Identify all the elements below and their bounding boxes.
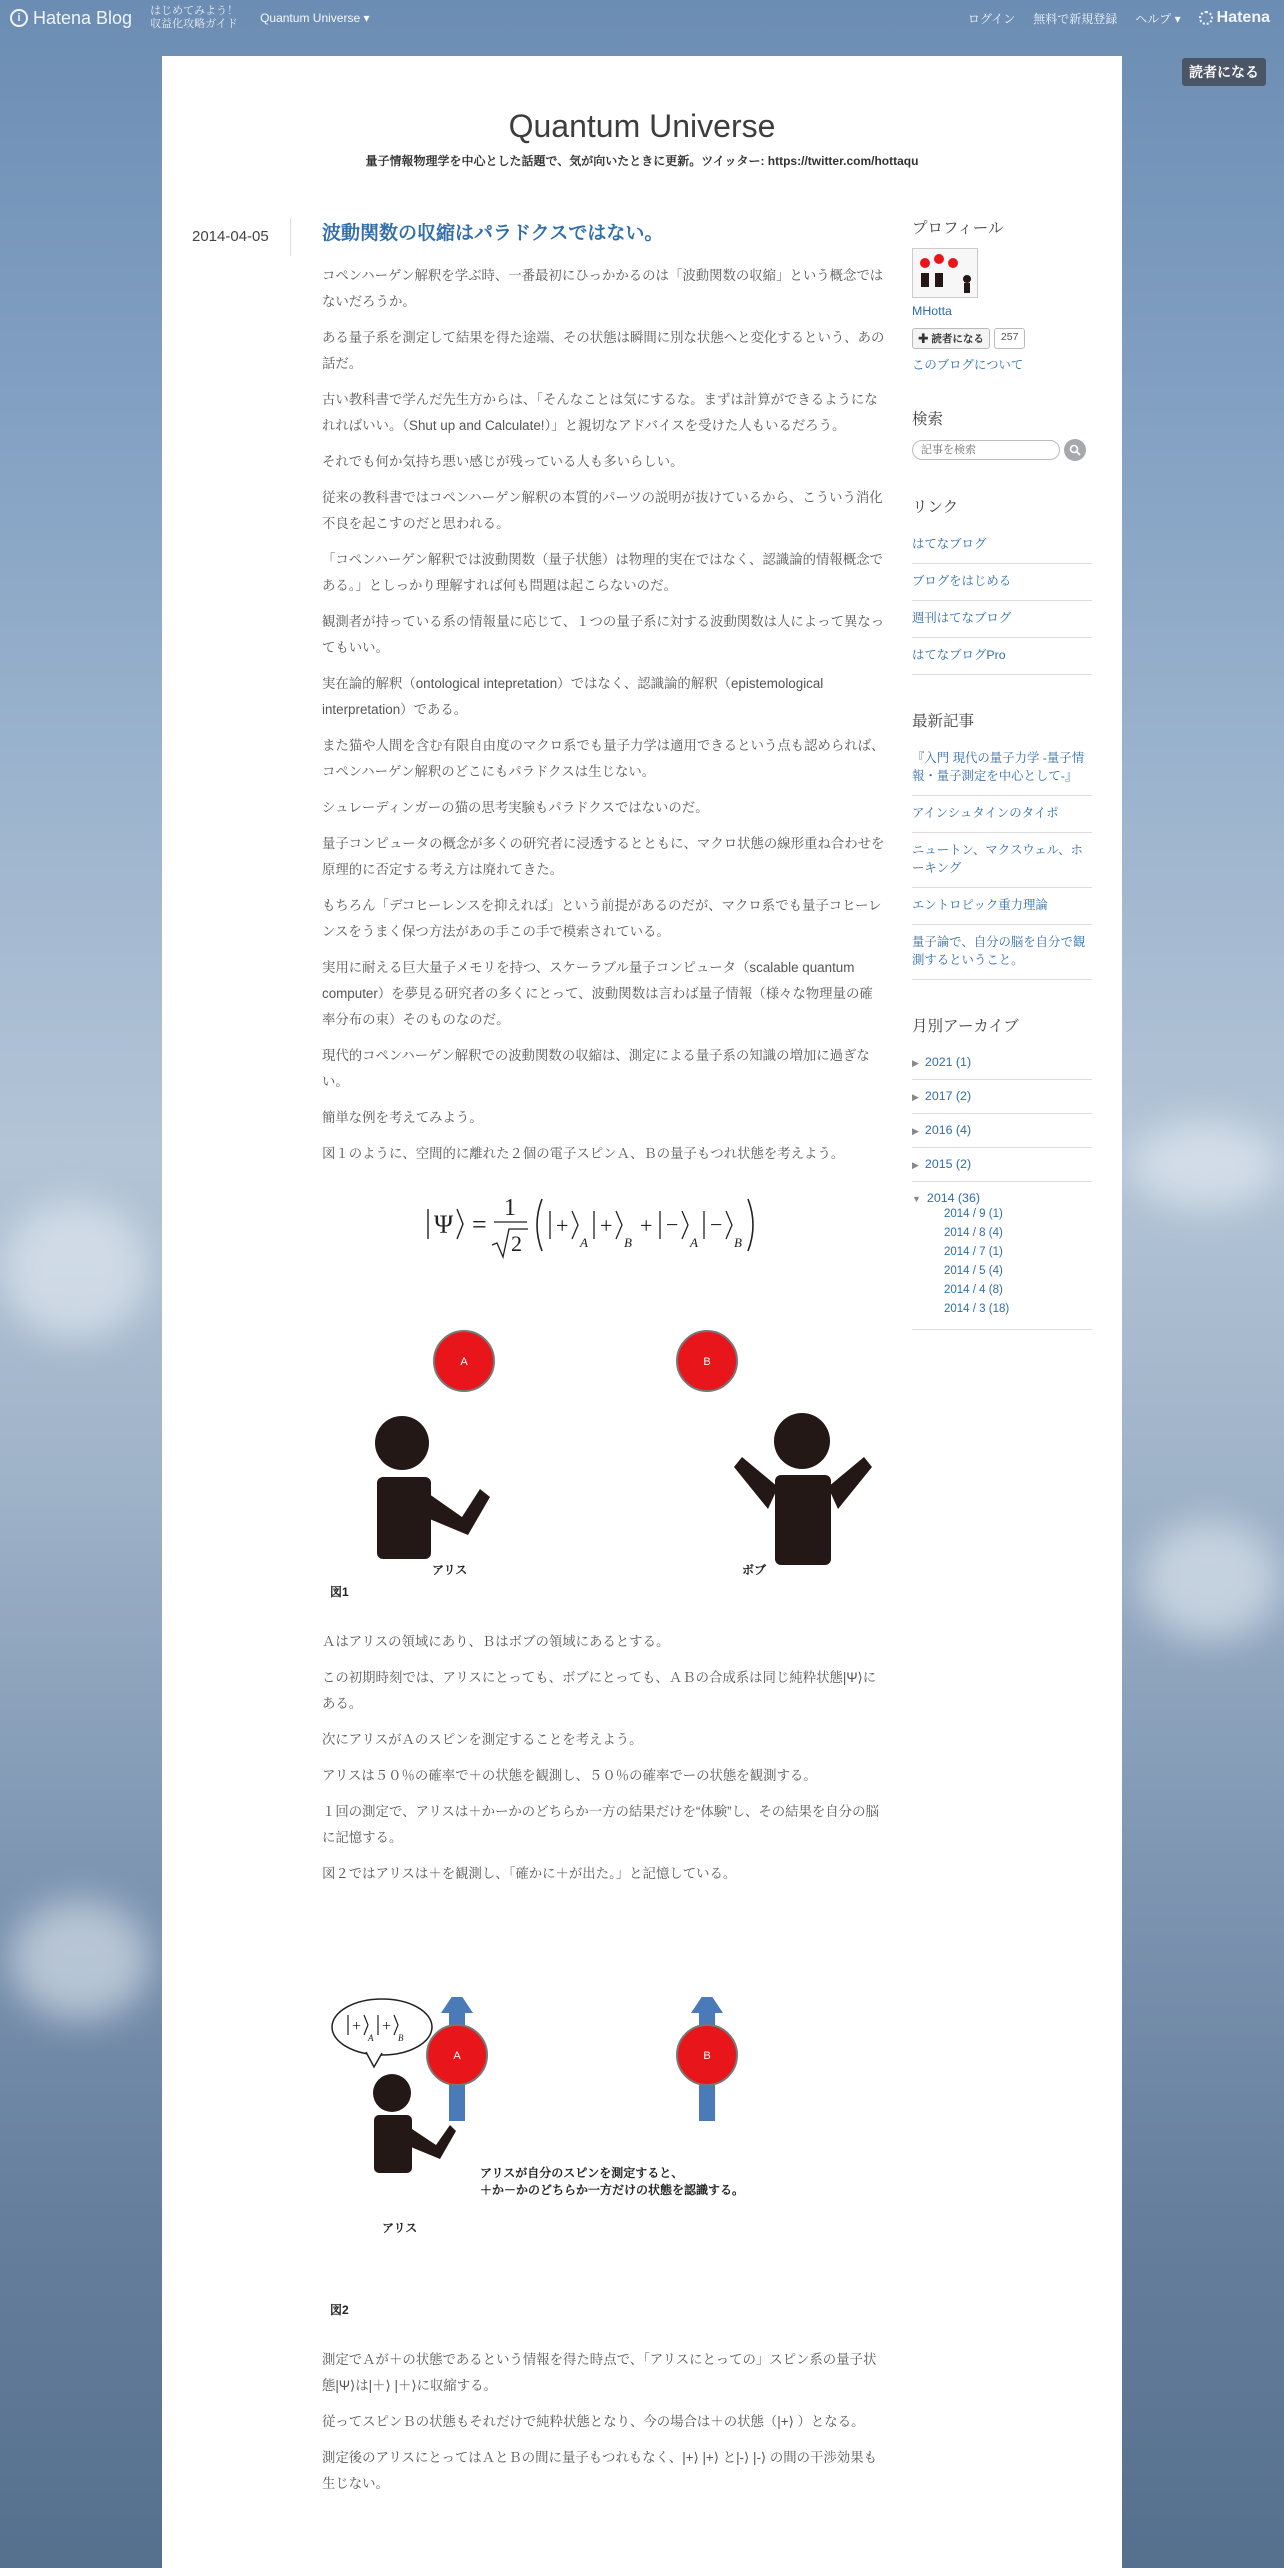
links-module: [912, 495, 1092, 675]
entry-paragraph: もちろん「デコヒーレンスを抑えれば」という前提があるのだが、マクロ系でも量子コヒーレンスをうまく保つ方法があの手この手で模索されている。: [322, 898, 882, 939]
recent-heading: 最新記事: [912, 713, 975, 730]
recent-entries-module: [912, 709, 1092, 980]
blog-description: 量子情報物理学を中心とした話題で、気が向いたときに更新。ツイッター: https://twitter.com/hottaqu: [365, 154, 919, 168]
archive-year-label: 2021 (1): [924, 1055, 972, 1069]
guide-line2: 収益化攻略ガイド: [150, 18, 238, 30]
background-cloud: [1130, 1120, 1280, 1210]
paragraph-group: [322, 2347, 886, 2497]
profile-module: [912, 216, 1092, 373]
expand-triangle-icon[interactable]: ▶: [912, 1092, 919, 1102]
figure-2: [322, 1897, 886, 2337]
bob-figure: [734, 1413, 872, 1565]
formula-minus-b: −: [710, 1212, 723, 1237]
archive-list: [912, 1046, 1092, 1330]
signup-link[interactable]: 無料で新規登録: [1033, 11, 1118, 26]
formula-equals: =: [472, 1210, 487, 1239]
entry-paragraph: 古い教科書で学んだ先生方からは、「そんなことは気にするな。まずは計算ができるようになれればいい。（Shut up and Calculate!）」と親切なアドバイスを受けた人もいるだろう。: [322, 392, 878, 433]
archive-year-label: 2016 (4): [924, 1123, 972, 1137]
expand-triangle-icon[interactable]: ▶: [912, 1160, 919, 1170]
fig1-alice-label: アリス: [432, 1563, 468, 1577]
entry-paragraph: 現代的コペンハーゲン解釈での波動関数の収縮は、測定による量子系の知識の増加に過ぎない。: [322, 1048, 870, 1089]
entry-paragraph: Ａはアリスの領域にあり、Ｂはボブの領域にあるとする。: [322, 1634, 670, 1649]
fig2-note-line2: ＋か－かのどちらか一方だけの状態を認識する。: [480, 2183, 745, 2197]
archive-year-item[interactable]: [912, 1148, 1092, 1182]
formula-plus-b: +: [600, 1213, 613, 1238]
archive-month-link[interactable]: 2014 / 5 (4): [944, 1265, 1003, 1277]
archive-year-label: 2017 (2): [924, 1089, 972, 1103]
fig1-bob-label: ボブ: [742, 1563, 767, 1577]
recent-entries-list: [912, 741, 1092, 980]
entry-title[interactable]: 波動関数の収縮はパラドクスではない。: [322, 223, 664, 244]
alice-figure: [375, 1416, 490, 1559]
entry-paragraph: この初期時刻では、アリスにとっても、ボブにとっても、ＡＢの合成系は同じ純粋状態|Ψ⟩にある。: [322, 1670, 877, 1711]
sidebar-link-item[interactable]: 週刊はてなブログ: [912, 601, 1092, 638]
formula-psi: Ψ: [434, 1210, 454, 1239]
archive-month-link[interactable]: 2014 / 8 (4): [944, 1227, 1003, 1239]
recent-entry-link[interactable]: 『入門 現代の量子力学 -量子情報・量子測定を中心として-』: [912, 741, 1092, 796]
blog-container: [162, 56, 1122, 2568]
search-heading: 検索: [912, 411, 944, 428]
spin-b-ball: [677, 1331, 737, 1391]
monetization-guide-link[interactable]: [150, 5, 238, 31]
entry-date[interactable]: 2014-04-05: [192, 228, 269, 245]
formula-plus-a: +: [556, 1213, 569, 1238]
archive-heading: 月別アーカイブ: [912, 1018, 1019, 1035]
hatena-sun-icon: [1199, 11, 1213, 25]
figure-2-caption: 図2: [330, 2303, 349, 2317]
subscriber-count: 257: [994, 328, 1026, 349]
formula-sqrt-two: 2: [511, 1231, 522, 1256]
hatena-logo[interactable]: [1199, 9, 1270, 27]
subscribe-button[interactable]: 読者になる: [1182, 58, 1266, 86]
alice-figure-small: [373, 2074, 456, 2173]
guide-line1: はじめてみよう！: [150, 5, 239, 17]
profile-heading: プロフィール: [912, 220, 1004, 237]
entry-paragraph: アリスは５０％の確率で＋の状態を観測し、５０％の確率でーの状態を観測する。: [322, 1768, 817, 1783]
recent-entry-link[interactable]: エントロピック重力理論: [912, 888, 1092, 925]
profile-avatar[interactable]: [912, 248, 978, 298]
entry-paragraph: 図１のように、空間的に離れた２個の電子スピンＡ、Ｂの量子もつれ状態を考えよう。: [322, 1146, 845, 1161]
spin-a-label: A: [460, 1356, 468, 1368]
archive-month-link[interactable]: 2014 / 4 (8): [944, 1284, 1003, 1296]
formula-minus-a: −: [666, 1212, 679, 1237]
search-icon: [1069, 444, 1081, 456]
formula-sub-b1: B: [624, 1235, 632, 1250]
entry-paragraph: 測定後のアリスにとってはＡとＢの間に量子もつれもなく、|+⟩ |+⟩ と|-⟩ |-⟩ の間の干渉効果も生じない。: [322, 2450, 877, 2491]
archive-year-label: 2015 (2): [924, 1157, 972, 1171]
hatena-blog-logo[interactable]: [10, 8, 132, 29]
links-list: [912, 527, 1092, 675]
background-cloud: [0, 1200, 150, 1340]
profile-name-link[interactable]: MHotta: [912, 304, 952, 318]
sidebar-link-item[interactable]: はてなブログ: [912, 527, 1092, 564]
archive-year-label: 2014 (36): [926, 1191, 980, 1205]
entry-paragraph: ある量子系を測定して結果を得た途端、その状態は瞬間に別な状態へと変化するという、あの話だ。: [322, 330, 885, 371]
entry-content: [322, 216, 886, 2507]
background-cloud: [10, 1900, 150, 2020]
formula-sub-b2: B: [734, 1235, 742, 1250]
bubble-plus-b: +: [382, 2018, 392, 2035]
entry-paragraph: また猫や人間を含む有限自由度のマクロ系でも量子力学は適用できるという点も認められば、コペンハーゲン解釈のどこにもパラドクスは生じない。: [322, 738, 885, 779]
links-heading: リンク: [912, 499, 959, 516]
figure-1-caption: 図1: [330, 1585, 349, 1599]
login-link[interactable]: ログイン: [967, 11, 1016, 26]
figure-1: [322, 1279, 886, 1619]
formula-plus-operator: +: [640, 1213, 653, 1238]
expand-triangle-icon[interactable]: ▼: [912, 1194, 921, 1204]
recent-entry-link[interactable]: アインシュタインのタイポ: [912, 796, 1092, 833]
sidebar-subscribe-button[interactable]: ✚ 読者になる: [912, 328, 990, 349]
archive-module: [912, 1014, 1092, 1330]
entry-paragraph: シュレーディンガーの猫の思考実験もパラドクスではないのだ。: [322, 800, 709, 815]
date-divider: [290, 218, 291, 256]
bubble-sub-b: B: [398, 2033, 404, 2043]
entry-paragraph: コペンハーゲン解釈を学ぶ時、一番最初にひっかかるのは「波動関数の収縮」という概念ではないだろうか。: [322, 268, 884, 309]
archive-year-item[interactable]: [912, 1182, 1092, 1330]
search-button[interactable]: [1064, 439, 1086, 461]
entry-paragraph: 従来の教科書ではコペンハーゲン解釈の本質的パーツの説明が抜けているから、こういう消化不良を起こすのだと思われる。: [322, 490, 883, 531]
blog-selector[interactable]: Quantum Universe ▾: [260, 11, 370, 25]
about-blog-link[interactable]: このブログについて: [912, 358, 1024, 372]
archive-year-item[interactable]: [912, 1046, 1092, 1080]
bubble-sub-a: A: [368, 2033, 374, 2043]
bubble-plus-a: +: [352, 2018, 362, 2035]
entry-paragraph: １回の測定で、アリスは＋かーかのどちらか一方の結果だけを“体験”し、その結果を自分の脳に記憶する。: [322, 1804, 879, 1845]
hatena-blog-logo-icon: i: [10, 9, 28, 27]
search-input[interactable]: [912, 440, 1060, 460]
archive-month-list: [912, 1205, 1092, 1319]
entry-paragraph: 図２ではアリスは＋を観測し、「確かに＋が出た。」と記憶している。: [322, 1866, 737, 1881]
entry-paragraph: 実在論的解釈（ontological intepretation）ではなく、認識論的解釈（epistemological interpretation）である。: [322, 676, 824, 717]
hatena-blog-logo-text: Hatena Blog: [33, 7, 133, 28]
entry-paragraph: 「コペンハーゲン解釈では波動関数（量子状態）は物理的実在ではなく、認識論的情報概念である。」としっかり理解すれば何も問題は起こらないのだ。: [322, 552, 883, 593]
recent-entry-link[interactable]: 量子論で、自分の脳を自分で観測するということ。: [912, 925, 1092, 980]
fig2-note-line1: アリスが自分のスピンを測定すると、: [480, 2166, 684, 2180]
hatena-logo-text: Hatena: [1216, 9, 1270, 26]
paragraph-group: [322, 263, 886, 1167]
fig2-alice-label: アリス: [382, 2221, 418, 2235]
alice-thought-bubble: [332, 1999, 432, 2067]
fig2-spin-a-label: A: [453, 2050, 461, 2062]
spin-b-label: B: [703, 1356, 711, 1368]
archive-year-item[interactable]: [912, 1114, 1092, 1148]
archive-month-link[interactable]: 2014 / 9 (1): [944, 1208, 1003, 1220]
fig2-spin-b-label: B: [703, 2050, 711, 2062]
recent-entry-link[interactable]: ニュートン、マクスウェル、ホーキング: [912, 833, 1092, 888]
spin-b-up-arrow: [677, 1997, 737, 2121]
global-header: [0, 0, 1284, 36]
expand-triangle-icon[interactable]: ▶: [912, 1058, 919, 1068]
blog-title[interactable]: Quantum Universe: [508, 108, 776, 144]
entangled-state-formula: [322, 1185, 886, 1269]
entry-paragraph: 観測者が持っている系の情報量に応じて、１つの量子系に対する波動関数は人によって異なってもいい。: [322, 614, 885, 655]
formula-numerator: 1: [504, 1195, 516, 1221]
archive-year-item[interactable]: [912, 1080, 1092, 1114]
entry-paragraph: 次にアリスがＡのスピンを測定することを考えよう。: [322, 1732, 643, 1747]
search-module: [912, 407, 1092, 461]
background-cloud: [1140, 1520, 1280, 1640]
entry-paragraph: 測定でＡが＋の状態であるという情報を得た時点で、「アリスにとっての」スピン系の量子状態|Ψ⟩は|＋⟩ |＋⟩に収縮する。: [322, 2352, 877, 2393]
sidebar: [912, 216, 1092, 1364]
entry-paragraph: 実用に耐える巨大量子メモリを持つ、スケーラブル量子コンピュータ（scalable quantum computer）を夢見る研究者の多くにとって、波動関数は言わば量子情報（様々な物理量の確率分布の束）そのものなのだ。: [322, 960, 873, 1027]
entry-paragraph: それでも何か気持ち悪い感じが残っている人も多いらしい。: [322, 454, 684, 469]
entry-paragraph: 簡単な例を考えてみよう。: [322, 1110, 483, 1125]
expand-triangle-icon[interactable]: ▶: [912, 1126, 919, 1136]
archive-month-link[interactable]: 2014 / 7 (1): [944, 1246, 1003, 1258]
help-menu[interactable]: ヘルプ ▾: [1135, 11, 1181, 26]
sidebar-link-item[interactable]: ブログをはじめる: [912, 564, 1092, 601]
entry-paragraph: 従ってスピンＢの状態もそれだけで純粋状態となり、今の場合は＋の状態（|+⟩ ）となる。: [322, 2414, 865, 2429]
spin-a-ball: [434, 1331, 494, 1391]
formula-sub-a1: A: [580, 1235, 588, 1250]
paragraph-group: [322, 1629, 886, 1887]
sidebar-link-item[interactable]: はてなブログPro: [912, 638, 1092, 675]
formula-sub-a2: A: [690, 1235, 698, 1250]
spin-a-up-arrow: [427, 1997, 487, 2121]
entry-paragraph: 量子コンピュータの概念が多くの研究者に浸透するとともに、マクロ状態の線形重ね合わせを原理的に否定する考え方は廃れてきた。: [322, 836, 885, 877]
archive-month-link[interactable]: 2014 / 3 (18): [944, 1303, 1010, 1315]
